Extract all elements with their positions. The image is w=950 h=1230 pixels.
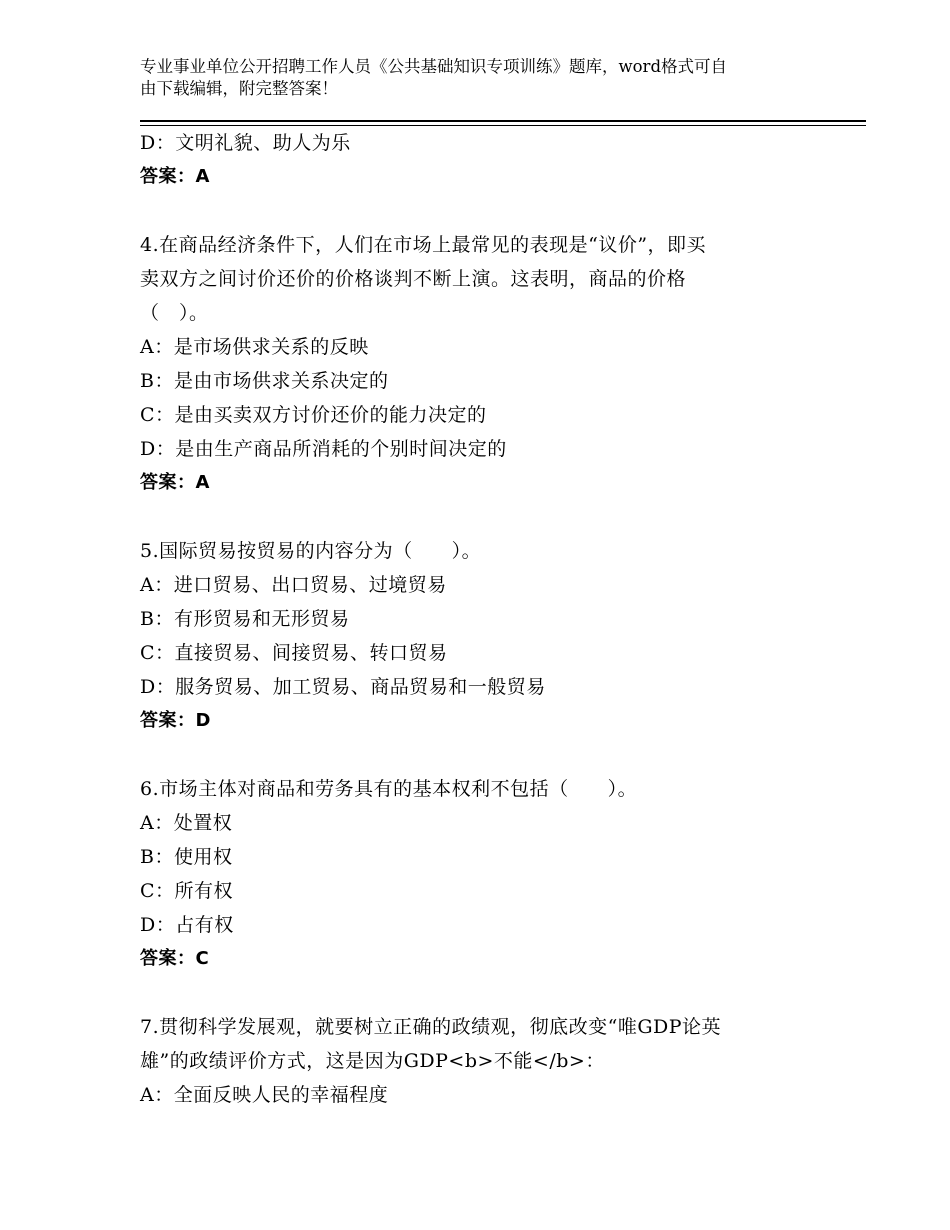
option-d: D：占有权 (140, 914, 234, 936)
spacer (140, 194, 840, 228)
option-a: A：处置权 (140, 812, 233, 834)
option-b: B：是由市场供求关系决定的 (140, 370, 389, 392)
spacer (140, 500, 840, 534)
question-list (140, 126, 840, 1112)
question-stem: 7.贯彻科学发展观，就要树立正确的政绩观，彻底改变“唯GDP论英 (140, 1016, 722, 1038)
option-a: A：全面反映人民的幸福程度 (140, 1084, 389, 1106)
question-stem: 4.在商品经济条件下，人们在市场上最常见的表现是“议价”，即买 (140, 234, 707, 256)
option-d: D：文明礼貌、助人为乐 (140, 132, 351, 154)
option-d: D：是由生产商品所消耗的个别时间决定的 (140, 438, 507, 460)
question-stem: 5.国际贸易按贸易的内容分为（ ）。 (140, 540, 482, 562)
header-line: 专业事业单位公开招聘工作人员《公共基础知识专项训练》题库，word格式可自 (140, 57, 728, 76)
option-c: C：所有权 (140, 880, 234, 902)
answer: 答案：A (140, 472, 210, 493)
document-header (140, 56, 820, 100)
option-b: B：使用权 (140, 846, 233, 868)
answer: 答案：D (140, 710, 211, 731)
question-stem: 卖双方之间讨价还价的价格谈判不断上演。这表明，商品的价格 (140, 268, 687, 290)
spacer (140, 976, 840, 1010)
option-b: B：有形贸易和无形贸易 (140, 608, 350, 630)
header-rule (140, 120, 866, 122)
answer: 答案：C (140, 948, 210, 969)
option-d: D：服务贸易、加工贸易、商品贸易和一般贸易 (140, 676, 546, 698)
spacer (140, 738, 840, 772)
question-stem: 雄”的政绩评价方式，这是因为GDP<b>不能</b>： (140, 1050, 605, 1072)
question-stem: （ ）。 (140, 302, 209, 324)
answer: 答案：A (140, 166, 210, 187)
option-a: A：进口贸易、出口贸易、过境贸易 (140, 574, 447, 596)
question-stem: 6.市场主体对商品和劳务具有的基本权利不包括（ ）。 (140, 778, 638, 800)
header-line: 由下载编辑，附完整答案！ (140, 79, 338, 98)
option-c: C：直接贸易、间接贸易、转口贸易 (140, 642, 448, 664)
option-a: A：是市场供求关系的反映 (140, 336, 369, 358)
option-c: C：是由买卖双方讨价还价的能力决定的 (140, 404, 487, 426)
